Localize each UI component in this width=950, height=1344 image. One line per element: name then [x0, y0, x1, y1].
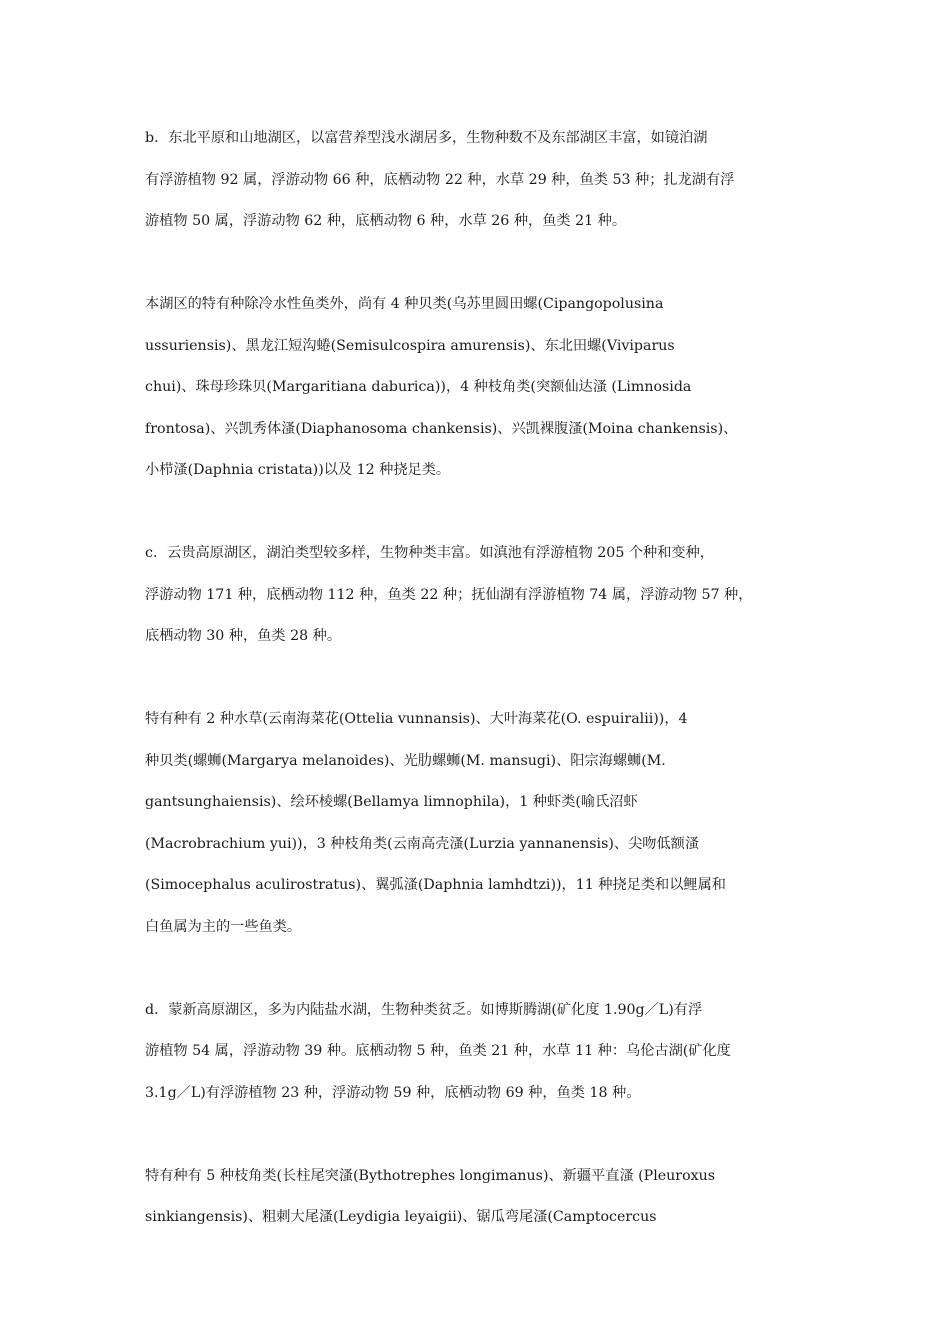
text-line: chui)、珠母珍珠贝(Margaritiana daburica))，4 种枝角类(突额仙达溞 (Limnosida: [145, 379, 692, 395]
text-line: ussuriensis)、黑龙江短沟蜷(Semisulcospira amurensis)、东北田螺(Viviparus: [145, 337, 675, 354]
paragraph-spacer: [145, 658, 810, 700]
text-line: (Macrobrachium yui))，3 种枝角类(云南高壳溞(Lurzia yannanensis)、尖吻低额溞: [145, 835, 700, 852]
text-line: 游植物 54 属，浮游动物 39 种。底栖动物 5 种，鱼类 21 种，水草 11 种：乌伦古湖(矿化度: [145, 1043, 731, 1059]
paragraph-northeast-endemic-species: [145, 284, 810, 492]
text-line: 3.1g／L)有浮游植物 23 种，浮游动物 59 种，底栖动物 69 种，鱼类 18 种。: [145, 1084, 641, 1101]
text-line: 浮游动物 171 种，底栖动物 112 种，鱼类 22 种；抚仙湖有浮游植物 74 属，浮游动物 57 种，: [145, 586, 753, 603]
text-line: 本湖区的特有种除冷水性鱼类外，尚有 4 种贝类(乌苏里圆田螺(Cipangopolusina: [145, 296, 664, 312]
text-line: (Simocephalus aculirostratus)、翼弧溞(Daphnia lamhdtzi))，11 种挠足类和以鲤属和: [145, 877, 726, 893]
text-line: gantsunghaiensis)、绘环棱螺(Bellamya limnophila)，1 种虾类(喻氏沼虾: [145, 794, 638, 810]
paragraph-d-mengxin-lakes: [145, 990, 810, 1115]
text-line: frontosa)、兴凯秀体溞(Diaphanosoma chankensis)、兴凯裸腹溞(Moina chankensis)、: [145, 420, 738, 437]
text-line: 特有种有 5 种枝角类(长柱尾突溞(Bythotrephes longimanus)、新疆平直溞 (Pleuroxus: [145, 1167, 716, 1184]
text-line: c．云贵高原湖区，湖泊类型较多样，生物种类丰富。如滇池有浮游植物 205 个种和变种，: [145, 545, 714, 561]
text-line: 白鱼属为主的一些鱼类。: [145, 918, 302, 935]
paragraph-yungui-endemic-species: [145, 699, 810, 948]
paragraph-b-northeast-lakes: [145, 118, 810, 243]
text-line: 小栉溞(Daphnia cristata))以及 12 种挠足类。: [145, 462, 451, 478]
text-line: sinkiangensis)、粗刺大尾溞(Leydigia leyaigii)、锯瓜弯尾溞(Camptocercus: [145, 1209, 657, 1225]
text-line: 特有种有 2 种水草(云南海菜花(Ottelia vunnansis)、大叶海菜花(O. espuiralii))，4: [145, 711, 688, 727]
text-line: d．蒙新高原湖区，多为内陆盐水湖，生物种类贫乏。如博斯腾湖(矿化度 1.90g／L)有浮: [145, 1001, 703, 1018]
paragraph-spacer: [145, 492, 810, 534]
paragraph-spacer: [145, 948, 810, 990]
paragraph-spacer: [145, 243, 810, 285]
paragraph-spacer: [145, 1114, 810, 1156]
paragraph-mengxin-endemic-species: [145, 1156, 810, 1239]
text-line: 底栖动物 30 种，鱼类 28 种。: [145, 628, 342, 644]
text-line: 种贝类(螺蛳(Margarya melanoides)、光肋螺蛳(M. mansugi)、阳宗海螺蛳(M.: [145, 752, 666, 769]
document-body: [145, 118, 810, 1239]
paragraph-c-yungui-lakes: [145, 533, 810, 658]
text-line: 有浮游植物 92 属，浮游动物 66 种，底栖动物 22 种，水草 29 种，鱼类 53 种；扎龙湖有浮: [145, 171, 735, 188]
text-line: 游植物 50 属，浮游动物 62 种，底栖动物 6 种，水草 26 种，鱼类 21 种。: [145, 213, 627, 229]
text-line: b．东北平原和山地湖区，以富营养型浅水湖居多，生物种数不及东部湖区丰富，如镜泊湖: [145, 130, 708, 146]
